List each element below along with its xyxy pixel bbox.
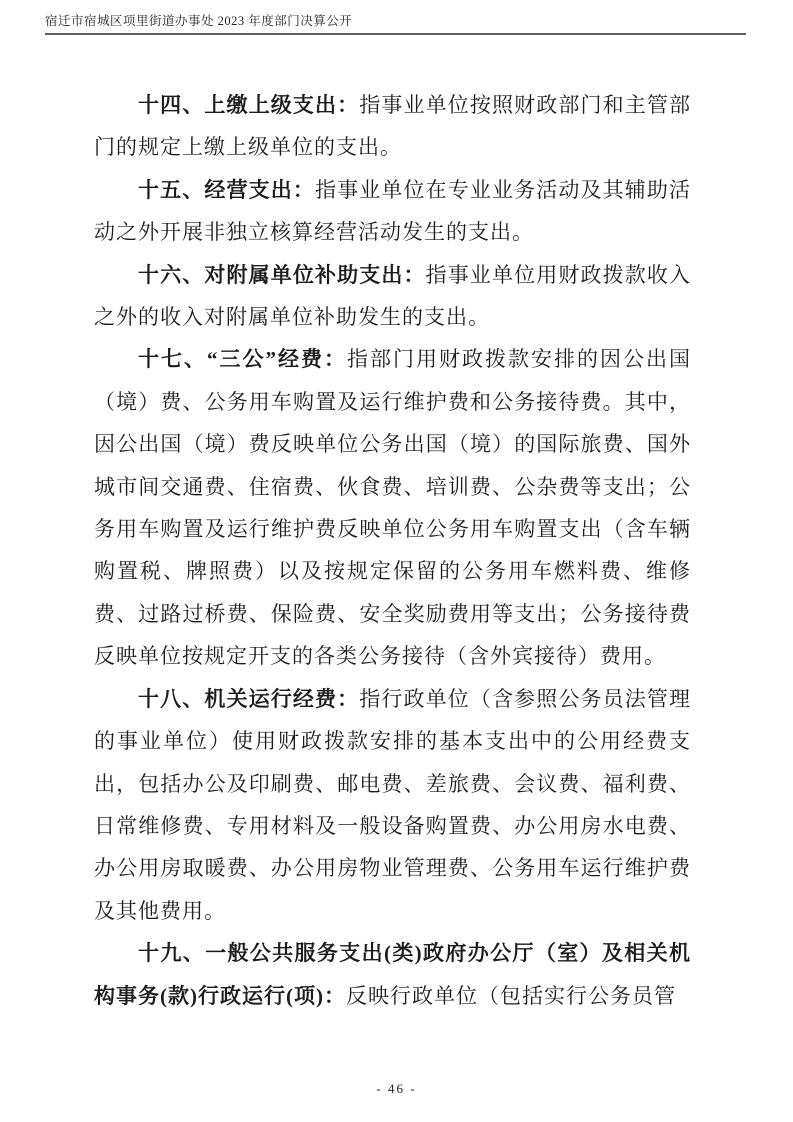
paragraph-lead-bold: 十四、上缴上级支出： [138,93,360,117]
page-number: - 46 - [376,1081,417,1096]
paragraph-lead-bold: 十六、对附属单位补助支出： [138,262,426,287]
paragraph-body-text: 指行政单位（含参照公务员法管理的事业单位）使用财政拨款安排的基本支出中的公用经费支出，包括办公及印刷费、邮电费、差旅费、会议费、福利费、日常维修费、专用材料及一般设备购置费、办公用房水电费、办公用房取暖费、办公用房物业管理费、公务用车运行维护费及其他费用。 [94,686,691,923]
paragraph [94,678,691,932]
paragraph-body-text: 指事业单位在专业业务活动及其辅助活动之外开展非独立核算经营活动发生的支出。 [94,177,691,245]
paragraph-body-text: 反映行政单位（包括实行公务员管 [345,983,676,1008]
paragraph-lead-bold: 十五、经营支出： [138,177,315,202]
paragraph-body-text: 指事业单位按照财政部门和主管部门的规定上缴上级单位的支出。 [94,93,691,160]
paragraph-body-text: 指部门用财政拨款安排的因公出国（境）费、公务用车购置及运行维护费和公务接待费。其中，因公出国（境）费反映单位公务出国（境）的国际旅费、国外城市间交通费、住宿费、伙食费、培训费、公杂费等支出；公务用车购置及运行维护费反映单位公务用车购置支出（含车辆购置税、牌照费）以及按规定保留的公务用车燃料费、维修费、过路过桥费、保险费、安全奖励费用等支出；公务接待费反映单位按规定开支的各类公务接待（含外宾接待）费用。 [94,347,691,669]
paragraph [94,169,691,254]
paragraph [94,254,691,339]
document-header-title: 宿迁市宿城区项里街道办事处 2023 年度部门决算公开 [45,14,353,28]
paragraph-lead-bold: 十八、机关运行经费： [138,686,360,711]
paragraph [94,84,691,169]
document-body [94,84,691,1017]
paragraph-lead-bold: 十九、一般公共服务支出(类)政府办公厅（室）及相关机构事务(款)行政运行(项)： [94,941,691,1008]
paragraph-lead-bold: 十七、“三公”经费： [138,347,347,372]
paragraph-body-text: 指事业单位用财政拨款收入之外的收入对附属单位补助发生的支出。 [94,262,691,330]
paragraph [94,338,691,677]
document-header [45,11,746,35]
paragraph [94,932,691,1017]
